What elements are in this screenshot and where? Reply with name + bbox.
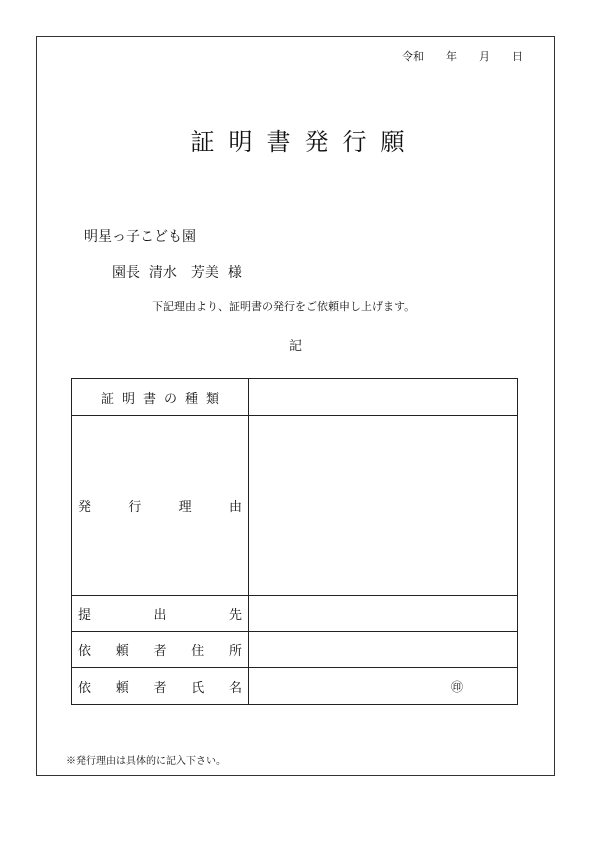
ki-mark: 記 <box>289 339 303 354</box>
row-certificate-type <box>72 379 518 416</box>
recipient-honorific: 様 <box>227 265 242 281</box>
submit-to-label-cell <box>72 596 249 632</box>
date-day: 日 <box>512 50 523 63</box>
requester-address-label-cell <box>72 632 249 668</box>
recipient-organization: 明星っ子こども園 <box>84 229 196 245</box>
certificate-type-label-cell <box>72 379 249 416</box>
date-month: 月 <box>479 50 490 63</box>
request-form-table <box>71 378 518 705</box>
issue-reason-field[interactable] <box>249 416 518 596</box>
certificate-type-label: 証明書の種類 <box>100 391 227 407</box>
submit-to-field[interactable] <box>249 596 518 632</box>
recipient-title-label: 園長 <box>112 265 140 281</box>
submit-to-label: 提 出 先 <box>78 608 242 623</box>
row-issue-reason <box>72 416 518 596</box>
footnote: ※発行理由は具体的に記入下さい。 <box>66 756 226 767</box>
row-requester-address <box>72 632 518 668</box>
seal-mark: ㊞ <box>450 679 463 694</box>
recipient-name: 清水 芳美 <box>148 265 219 281</box>
row-submit-to <box>72 596 518 632</box>
request-text: 下記理由より、証明書の発行をご依頼申し上げます。 <box>152 300 416 313</box>
issue-reason-label: 発 行 理 由 <box>78 500 242 515</box>
requester-name-label-cell <box>72 668 249 705</box>
requester-name-label: 依 頼 者 氏 名 <box>78 680 242 696</box>
document-title: 証明書発行願 <box>190 128 419 156</box>
issue-reason-label-cell <box>72 416 249 596</box>
requester-name-field[interactable] <box>249 668 518 705</box>
date-line <box>402 48 523 64</box>
date-year: 年 <box>446 50 457 63</box>
recipient-person <box>112 262 242 282</box>
row-requester-name <box>72 668 518 705</box>
date-era: 令和 <box>402 50 424 63</box>
certificate-type-field[interactable] <box>249 379 518 416</box>
requester-address-field[interactable] <box>249 632 518 668</box>
requester-address-label: 依 頼 者 住 所 <box>78 644 242 659</box>
